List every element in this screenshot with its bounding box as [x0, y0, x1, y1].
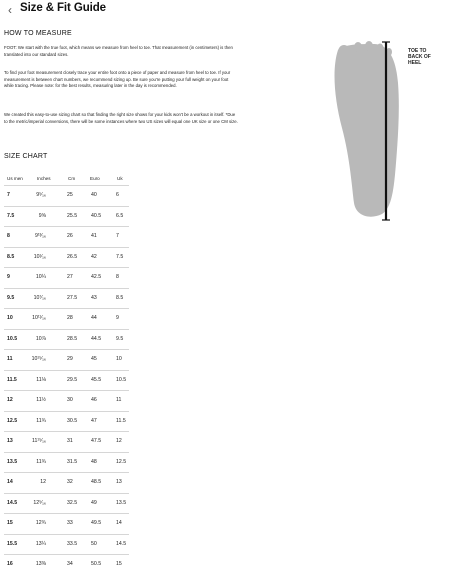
table-cell: 12.5 [7, 417, 18, 424]
table-cell: 14.5 [116, 540, 127, 547]
table-row [4, 472, 129, 493]
table-cell: 7.5 [7, 212, 15, 219]
table-cell: 11¹⁵⁄₁₆ [32, 438, 46, 444]
table-cell: 13.5 [7, 458, 18, 465]
table-cell: 50 [91, 540, 97, 547]
table-cell: 31 [67, 438, 73, 444]
table-cell: 9.5 [116, 335, 124, 342]
table-cell: 10¹⁄₁₆ [33, 253, 46, 260]
header [0, 0, 465, 22]
table-cell: 50.5 [91, 561, 102, 567]
table-cell: 40.5 [91, 212, 102, 219]
table-cell: 47 [91, 417, 97, 424]
table-cell: 31.5 [67, 458, 78, 465]
table-cell: 7 [7, 192, 10, 198]
table-cell: 9 [7, 274, 10, 280]
table-cell: 14 [7, 479, 13, 485]
table-cell: 45.5 [91, 376, 102, 383]
table-row [4, 493, 129, 514]
table-cell: 16 [7, 561, 13, 567]
table-cell: 40 [91, 192, 97, 198]
table-cell: 34 [67, 561, 73, 567]
table-cell: 28.5 [67, 335, 78, 342]
table-cell: 27 [67, 274, 73, 280]
header-cm: Cm [68, 176, 76, 181]
table-cell: 7 [116, 233, 119, 239]
table-cell: 32 [67, 479, 73, 485]
table-row [4, 513, 129, 534]
table-cell: 29 [67, 356, 73, 362]
table-cell: 44.5 [91, 335, 102, 342]
table-row [4, 431, 129, 452]
table-cell: 13 [7, 438, 13, 444]
table-cell: 33 [67, 520, 73, 526]
table-cell: 9¹³⁄₁₆ [34, 233, 46, 239]
table-cell: 13⅜ [35, 561, 46, 567]
foot-outline-icon [330, 38, 460, 228]
back-button[interactable] [3, 3, 17, 17]
table-cell: 49.5 [91, 520, 102, 526]
table-cell: 6.5 [116, 212, 124, 219]
table-cell: 43 [91, 294, 97, 301]
table-cell: 42 [91, 253, 97, 260]
table-cell: 25.5 [67, 212, 78, 219]
table-row [4, 226, 129, 247]
table-cell: 8.5 [7, 253, 15, 260]
table-cell: 9⅝ [38, 212, 46, 219]
table-cell: 12.5 [116, 458, 127, 465]
table-cell: 30.5 [67, 417, 78, 424]
table-cell: 48 [91, 458, 97, 465]
table-cell: 10 [116, 356, 122, 362]
table-cell: 10 [7, 315, 13, 321]
table-row [4, 411, 129, 432]
header-euro: Euro [90, 176, 100, 181]
table-cell: 13.5 [116, 499, 127, 506]
toe-to-heel-label: TOE TO BACK OF HEEL [408, 48, 431, 66]
table-cell: 8 [7, 233, 10, 239]
table-cell: 10¹¹⁄₁₆ [32, 315, 46, 321]
table-row [4, 206, 129, 227]
table-cell: 11¾ [36, 417, 46, 424]
table-cell: 11½ [36, 397, 46, 403]
table-cell: 11⅛ [36, 376, 46, 383]
table-cell: 8.5 [116, 294, 124, 301]
table-row [4, 329, 129, 350]
table-cell: 25 [67, 192, 73, 198]
table-cell: 10.5 [116, 376, 127, 383]
table-cell: 41 [91, 233, 97, 239]
table-cell: 10⁷⁄₁₆ [33, 294, 46, 301]
table-cell: 12⁵⁄₁₆ [33, 499, 46, 506]
size-chart-title: SIZE CHART [4, 153, 48, 160]
table-cell: 14.5 [7, 499, 18, 506]
table-row [4, 185, 129, 206]
table-cell: 15 [7, 520, 13, 526]
table-row [4, 390, 129, 411]
table-cell: 48.5 [91, 479, 102, 485]
table-cell: 46 [91, 397, 97, 403]
table-cell: 29.5 [67, 376, 78, 383]
table-cell: 32.5 [67, 499, 78, 506]
table-cell: 47.5 [91, 438, 102, 444]
table-cell: 33.5 [67, 540, 78, 547]
table-cell: 13¼ [35, 540, 46, 547]
table-cell: 14 [116, 520, 122, 526]
table-cell: 6 [116, 192, 119, 198]
table-row [4, 267, 129, 288]
table-row [4, 308, 129, 329]
table-row [4, 288, 129, 309]
how-to-measure-title: HOW TO MEASURE [4, 30, 72, 37]
header-us-men: Us men [7, 176, 23, 181]
table-cell: 26 [67, 233, 73, 239]
page-title: Size & Fit Guide [20, 2, 106, 14]
table-cell: 12 [116, 438, 122, 444]
table-cell: 9.5 [7, 294, 15, 301]
table-cell: 12 [40, 479, 46, 485]
table-cell: 9 [116, 315, 119, 321]
table-cell: 27.5 [67, 294, 78, 301]
table-cell: 7.5 [116, 253, 124, 260]
table-row [4, 370, 129, 391]
table-cell: 11 [116, 397, 122, 403]
chevron-left-icon: ‹ [8, 3, 12, 17]
table-cell: 10¼ [35, 274, 46, 280]
table-cell: 30 [67, 397, 73, 403]
table-cell: 10⅞ [35, 335, 46, 342]
table-row [4, 247, 129, 268]
table-cell: 28 [67, 315, 73, 321]
measure-paragraph-1: FOOT: We start with the true foot, which means we measure from heel to toe. That measurement (in centimeters) is then translated into our standard sizes. [4, 45, 233, 57]
table-cell: 13 [116, 479, 122, 485]
measure-paragraph-3: We created this easy-to-use sizing chart so that finding the right size shows for your kids won't be a workout in itself. *Due to the metric/imperial conversions, there will be some instances where two US sizes will equal one UK size or one CM size. [4, 112, 238, 124]
table-cell: 26.5 [67, 253, 78, 260]
header-uk: Uk [117, 176, 123, 181]
table-cell: 45 [91, 356, 97, 362]
table-cell: 15.5 [7, 540, 18, 547]
table-row [4, 349, 129, 370]
table-cell: 9⁵⁄₁₆ [36, 192, 46, 198]
measure-paragraph-2: To find your foot measurement closely trace your entire foot onto a piece of paper and measure from heel to toe. If your measurement is between chart numbers, we recommend sizing up. Be sure you're putting your full weight on your foot while tracing. Please note: for the best results, measuring later in the day is recommended. [4, 70, 231, 89]
table-cell: 15 [116, 561, 122, 567]
table-row [4, 534, 129, 555]
table-cell: 42.5 [91, 274, 102, 280]
header-inches: Inches [37, 176, 51, 181]
foot-diagram [330, 38, 460, 228]
table-cell: 12¾ [35, 520, 46, 526]
table-cell: 10.5 [7, 335, 18, 342]
table-row [4, 452, 129, 473]
table-cell: 49 [91, 499, 97, 506]
table-cell: 11.5 [7, 376, 17, 383]
table-cell: 11 [7, 356, 13, 362]
table-cell: 11.5 [116, 417, 126, 424]
table-cell: 11¾ [36, 458, 46, 465]
table-cell: 44 [91, 315, 97, 321]
table-cell: 10¹⁵⁄₁₆ [31, 356, 46, 362]
table-cell: 12 [7, 397, 13, 403]
table-row [4, 554, 129, 575]
table-cell: 8 [116, 274, 119, 280]
table-header [4, 171, 129, 185]
